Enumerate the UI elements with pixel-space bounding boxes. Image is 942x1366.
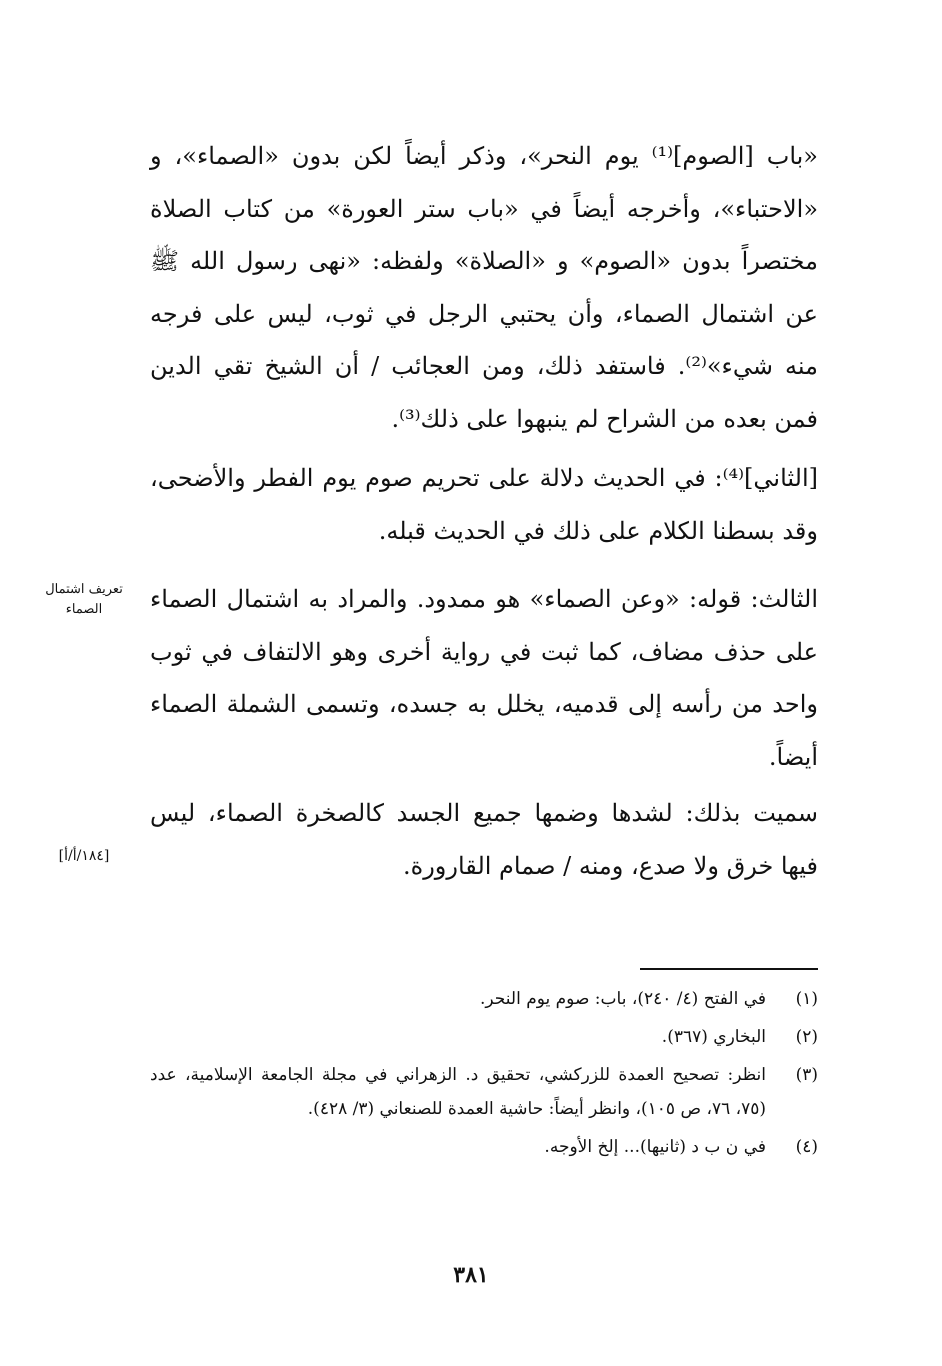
body-paragraph-3: الثالث: قوله: «وعن الصماء» هو ممدود. والمراد به اشتمال الصماء على حذف مضاف، كما ثبت في رواية أخرى وهو الالتفاف في ثوب واحد من رأسه إلى قدميه، يخلل به جسده، وتسمى الشملة الصماء أيضاً.	[150, 585, 818, 771]
footnote-separator	[640, 968, 818, 970]
footnote-number: (٤)	[795, 1137, 818, 1157]
footnote-number: (١)	[795, 989, 818, 1009]
footnote-text: انظر: تصحيح العمدة للزركشي، تحقيق د. الزهراني في مجلة الجامعة الإسلامية، عدد (٧٥، ٧٦، ص ١٠٥)، وانظر أيضاً: حاشية العمدة للصنعاني (٣/ ٤٢٨).	[150, 1065, 766, 1119]
manuscript-folio-reference: [١٨٤/أ/أ]	[58, 848, 110, 864]
footnote-number: (٢)	[795, 1027, 818, 1047]
margin-topic-line-2: الصماء	[65, 602, 103, 617]
footnote-4	[150, 1130, 818, 1164]
body-paragraph-4: سميت بذلك: لشدها وضمها جميع الجسد كالصخرة الصماء، ليس فيها خرق ولا صدع، ومنه / صمام القارورة.	[150, 799, 818, 880]
footnote-3	[150, 1058, 818, 1126]
page-number: ٣٨١	[453, 1262, 489, 1288]
footnote-text: في الفتح (٤/ ٢٤٠)، باب: صوم يوم النحر.	[480, 989, 766, 1009]
footnote-2	[150, 1020, 818, 1054]
footnote-text: البخاري (٣٦٧).	[661, 1027, 766, 1047]
body-paragraph-2: [الثاني]⁽⁴⁾: في الحديث دلالة على تحريم صوم يوم الفطر والأضحى، وقد بسطنا الكلام على ذلك في الحديث قبله.	[150, 464, 818, 545]
margin-topic-note	[28, 580, 140, 620]
footnote-text: في ن ب د (ثانيها)... إلخ الأوجه.	[544, 1137, 766, 1157]
footnote-1	[150, 982, 818, 1016]
body-paragraph-1: «باب [الصوم]⁽¹⁾ يوم النحر»، وذكر أيضاً لكن بدون «الصماء»، و «الاحتباء»، وأخرجه أيضاً في «باب ستر العورة» من كتاب الصلاة مختصراً بدون «الصوم» و «الصلاة» ولفظه: «نهى رسول الله ﷺ عن اشتمال الصماء، وأن يحتبي الرجل في ثوب، ليس على فرجه منه شيء»⁽²⁾. فاستفد ذلك، ومن العجائب / أن الشيخ تقي الدين فمن بعده من الشراح لم ينبهوا على ذلك⁽³⁾.	[150, 142, 818, 433]
footnotes	[150, 982, 818, 1168]
footnote-number: (٣)	[795, 1065, 818, 1085]
margin-topic-line-1: تعريف اشتمال	[45, 582, 123, 597]
